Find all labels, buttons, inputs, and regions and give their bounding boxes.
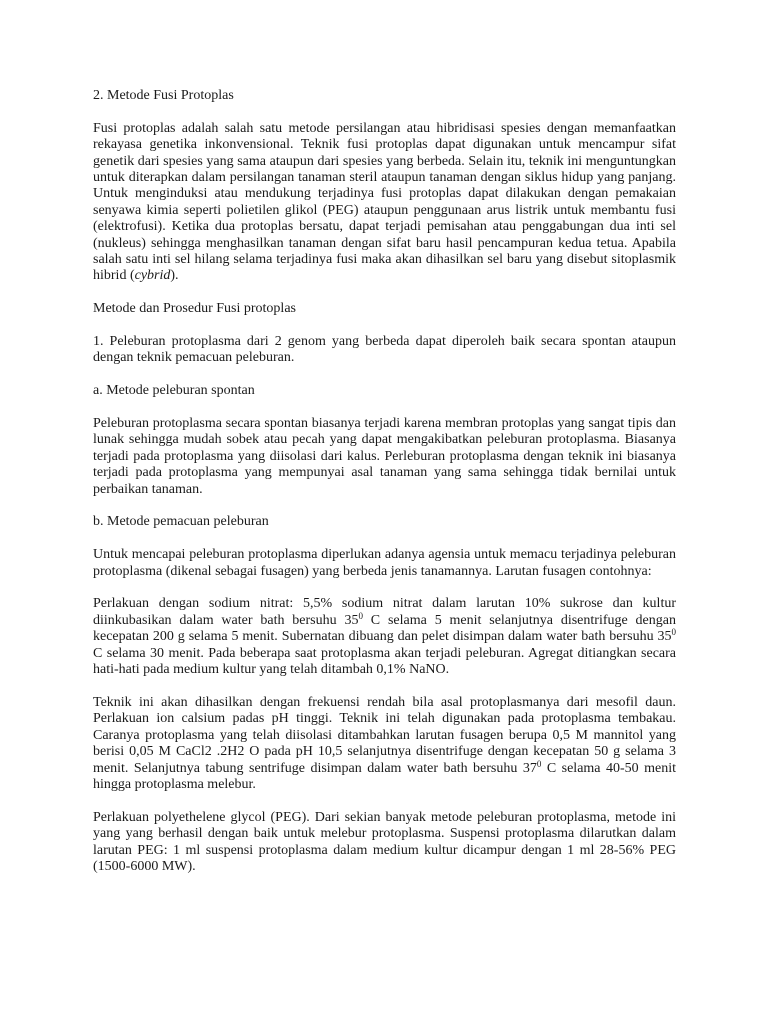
intro-paragraph bbox=[93, 121, 676, 285]
calcium-text-1: Teknik ini akan dihasilkan dengan frekuensi rendah bila asal protoplasmanya dari mesofil daun. Perlakuan ion calsium padas pH tinggi. Teknik ini telah digunakan pada protoplasma tembakau. Caranya protoplasma yang telah diisolasi ditambahkan larutan fusagen berupa 0,5 M mannitol yang berisi 0,05 M CaCl2 .2H2 O pada pH 10,5 selanjutnya disentrifuge dengan kecepatan 50 g selama 3 menit. Selanjutnya tabung sentrifuge disimpan dalam water bath bersuhu 37 bbox=[93, 694, 676, 776]
peg-paragraph: Perlakuan polyethelene glycol (PEG). Dari sekian banyak metode peleburan protoplasma, metode ini yang yang berhasil dengan baik untuk melebur protoplasma. Suspensi protoplasma dilarutkan dalam larutan PEG: 1 ml suspensi protoplasma dalam medium kultur dicampur dengan 1 ml 28-56% PEG (1500-6000 MW). bbox=[93, 809, 676, 874]
method-subheading: Metode dan Prosedur Fusi protoplas bbox=[93, 301, 296, 317]
nitrate-paragraph bbox=[93, 596, 676, 678]
nitrate-text-3: C selama 30 menit. Pada beberapa saat protoplasma akan terjadi peleburan. Agregat ditiangkan secara hati-hati pada medium kultur yang telah ditambah 0,1% NaNO. bbox=[93, 645, 676, 678]
intro-text: Fusi protoplas adalah salah satu metode persilangan atau hibridisasi spesies dengan memanfaatkan rekayasa genetika inkonvensional. Teknik fusi protoplas dapat digunakan untuk mencampur sifat genetik dari spesies yang sama ataupun dari spesies yang berbeda. Selain itu, teknik ini menguntungkan untuk diterapkan dalam persilangan tanaman steril ataupun tanaman dengan siklus hidup yang panjang. Untuk menginduksi atau mendukung terjadinya fusi protoplas dapat dilakukan dengan pemakaian senyawa kimia seperti polietilen glikol (PEG) ataupun penggunaan arus listrik untuk membantu fusi (elektrofusi). Ketika dua protoplas bersatu, dapat terjadi pemisahan atau penggabungan dua inti sel (nukleus) sehingga menghasilkan tanaman dengan sifat baru hasil pencampuran kedua tetua. Apabila salah satu inti sel hilang selama terjadinya fusi maka akan dihasilkan sel baru yang disebut sitoplasmik hibrid ( bbox=[93, 120, 676, 284]
intro-text-end: ). bbox=[170, 268, 179, 284]
degree-superscript: 0 bbox=[671, 627, 676, 638]
cybrid-term: cybrid bbox=[134, 268, 171, 284]
nitrate-text-1: Perlakuan dengan sodium nitrat: 5,5% sodium nitrat dalam larutan 10% sukrose dan kultur diinkubasikan dalam water bath bersuhu 35 bbox=[93, 596, 676, 628]
nitrate-text-2: C selama 5 menit selanjutnya disentrifuge dengan kecepatan 200 g selama 5 menit. Subernatan dibuang dan pelet disimpan dalam water bath bersuhu 35 bbox=[93, 612, 676, 645]
calcium-paragraph bbox=[93, 695, 676, 793]
sub-a-paragraph: Peleburan protoplasma secara spontan biasanya terjadi karena membran protoplas yang sangat tipis dan lunak sehingga mudah sobek atau pecah yang dapat mengakibatkan peleburan protoplasma. Biasanya terjadi pada protoplasma yang diisolasi dari kalus. Perleburan protoplasma dengan teknik ini biasanya terjadi pada protoplasma yang mempunyai asal tanaman yang sama sehingga tidak bernilai untuk perbaikan tanaman. bbox=[93, 416, 676, 497]
point-1-paragraph: 1. Peleburan protoplasma dari 2 genom yang berbeda dapat diperoleh baik secara spontan ataupun dengan teknik pemacuan peleburan. bbox=[93, 334, 676, 366]
degree-superscript: 0 bbox=[358, 610, 363, 621]
degree-superscript: 0 bbox=[536, 758, 542, 769]
sub-b-paragraph: Untuk mencapai peleburan protoplasma diperlukan adanya agensia untuk memacu terjadinya peleburan protoplasma (dikenal sebagai fusagen) yang berbeda jenis tanamannya. Larutan fusagen contohnya: bbox=[93, 547, 676, 579]
document-page bbox=[93, 88, 676, 892]
section-title: 2. Metode Fusi Protoplas bbox=[93, 88, 234, 103]
calcium-text-2: C selama 40-50 menit hingga protoplasma melebur. bbox=[93, 760, 676, 792]
sub-b-title: b. Metode pemacuan peleburan bbox=[93, 514, 269, 530]
sub-a-title: a. Metode peleburan spontan bbox=[93, 383, 255, 399]
